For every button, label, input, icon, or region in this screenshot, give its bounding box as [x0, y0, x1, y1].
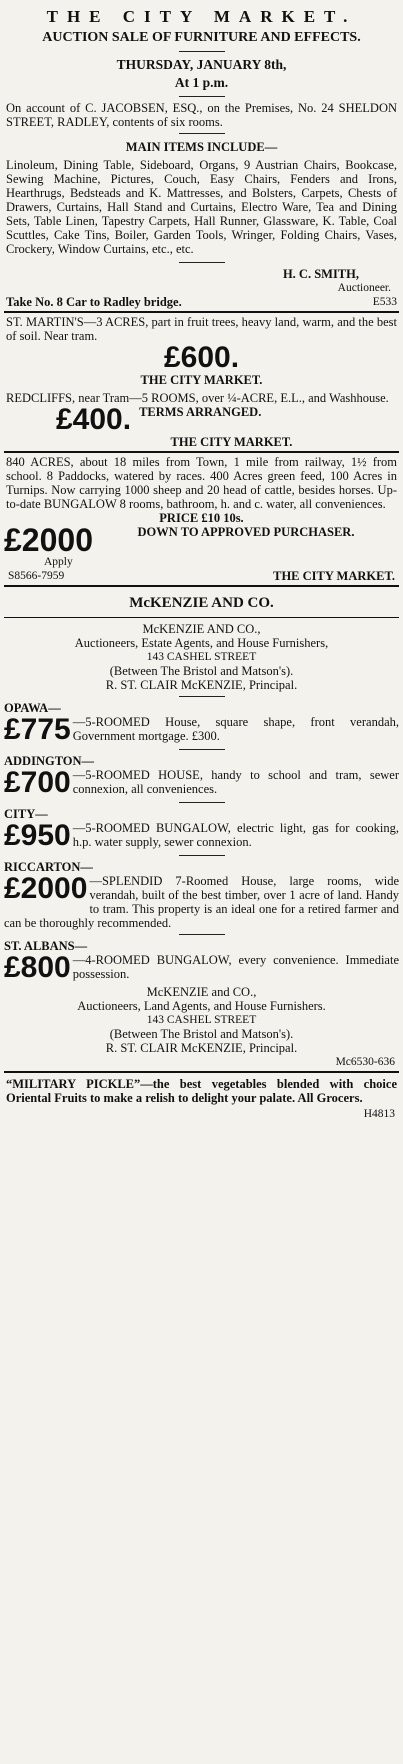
auctioneer-name: H. C. SMITH,	[282, 267, 359, 281]
ad-ref: E533	[372, 296, 397, 308]
auction-date: THURSDAY, JANUARY 8th,	[116, 57, 287, 72]
divider	[179, 51, 225, 52]
firm-between: (Between The Bristol and Matson's).	[109, 664, 294, 678]
footer-between: (Between The Bristol and Matson's).	[109, 1027, 294, 1041]
ad-ref: Mc6530-636	[335, 1056, 395, 1068]
listing-place: RICCARTON—	[4, 860, 93, 874]
directions: Take No. 8 Car to Radley bridge.	[6, 295, 182, 309]
listing-text: ST. MARTIN'S—3 ACRES, part in fruit trees, heavy land, warm, and the best of soil. Near tram.	[6, 315, 397, 343]
newspaper-column	[4, 0, 399, 1123]
listing	[4, 754, 399, 798]
items-heading: MAIN ITEMS INCLUDE—	[125, 140, 278, 154]
divider	[179, 96, 225, 97]
military-pickle-ad	[4, 1073, 399, 1123]
listing-place: ADDINGTON—	[4, 754, 95, 768]
footer-address: 143 CASHEL STREET	[146, 1014, 257, 1026]
listing-text: —4-ROOMED BUNGALOW, every convenience. Immediate possession.	[72, 953, 399, 981]
firm-name: McKENZIE AND CO.,	[142, 622, 261, 636]
divider	[179, 696, 225, 697]
listing-text: 840 ACRES, about 18 miles from Town, 1 mile from railway, 1½ from school. 8 Paddocks, watered by races. 400 Acres green feed, 100 Acres in Turnips. Now carrying 1000 sheep and 20 head of cattle, besides horses. Up-to-date BUNGALOW 8 rooms, bathroom, h. and c. water, all conveniences.	[6, 455, 397, 511]
listing-price: £400.	[56, 403, 132, 436]
divider	[179, 749, 225, 750]
listing-text: REDCLIFFS, near Tram—5 ROOMS, over ¼-ACRE, E.L., and Washhouse.	[6, 391, 389, 405]
divider	[179, 934, 225, 935]
auction-account: On account of C. JACOBSEN, ESQ., on the Premises, No. 24 SHELDON STREET, RADLEY, contents of six rooms.	[6, 101, 397, 129]
ad-ref: S8566-7959	[8, 570, 65, 582]
st-martins-ad	[4, 313, 399, 389]
firm-desc: Auctioneers, Estate Agents, and House Furnishers,	[74, 636, 329, 650]
listing-text: —5-ROOMED House, square shape, front verandah, Government mortgage. £300.	[72, 715, 399, 743]
listing-price: £775	[4, 713, 71, 746]
listing-terms: TERMS ARRANGED.	[139, 405, 262, 419]
divider	[179, 802, 225, 803]
listing	[4, 860, 399, 930]
redcliffs-ad	[4, 389, 399, 451]
auction-time: At 1 p.m.	[174, 75, 229, 90]
pickle-text: “MILITARY PICKLE”—the best vegetables blended with choice Oriental Fruits to make a relish to delight your palate. All Grocers.	[6, 1077, 397, 1105]
apply-label: Apply	[44, 556, 73, 568]
mckenzie-ad	[4, 587, 399, 1071]
listing-text: —SPLENDID 7-Roomed House, large rooms, wide verandah, built of the best timber, over 1 acre of land. Handy to tram. This property is an ideal one for a retired farmer and can be thoroughly recommended.	[4, 874, 399, 930]
auction-heading: AUCTION SALE OF FURNITURE AND EFFECTS.	[42, 30, 361, 45]
footer-firm: McKENZIE and CO.,	[146, 985, 257, 999]
listing-agent: THE CITY MARKET.	[140, 373, 263, 387]
listing-place: OPAWA—	[4, 701, 61, 715]
footer-desc: Auctioneers, Land Agents, and House Furnishers.	[77, 999, 326, 1013]
divider	[179, 855, 225, 856]
listing-place: ST. ALBANS—	[4, 939, 88, 953]
listing-text: —5-ROOMED HOUSE, handy to school and tram, sewer connexion, all conveniences.	[72, 768, 399, 796]
divider	[179, 133, 225, 134]
firm-header: McKENZIE AND CO.	[129, 595, 274, 611]
footer-principal: R. ST. CLAIR McKENZIE, Principal.	[105, 1041, 298, 1055]
listing-price: £700	[4, 766, 71, 799]
divider	[179, 262, 225, 263]
listing	[4, 939, 399, 983]
ad-title: THE CITY MARKET.	[46, 7, 357, 26]
listing	[4, 701, 399, 745]
firm-principal: R. ST. CLAIR McKENZIE, Principal.	[105, 678, 298, 692]
listing-agent: THE CITY MARKET.	[170, 435, 293, 449]
listing-price: £2000	[4, 522, 93, 558]
listing-price: £800	[4, 951, 71, 984]
listing-agent: THE CITY MARKET.	[273, 569, 395, 583]
listing	[4, 807, 399, 851]
listing-price: £600.	[163, 341, 240, 374]
items-list: Linoleum, Dining Table, Sideboard, Organs, 9 Austrian Chairs, Bookcase, Sewing Machine, Pictures, Couch, Easy Chairs, Fenders and Irons, Hearthrugs, Bedsteads and K. Mattresses, and Bolsters, Carpets, Chests of Drawers, Curtains, Hall Stand and Curtains, Electro Ware, Tea and Dining Sets, Table Linen, Tapestry Carpets, Hall Runner, Glassware, K. Table, Coal Scuttles, Cake Tins, Boiler, Garden Tools, Wringer, Folding Chairs, Vases, Crockery, Window Curtains, etc., etc.	[6, 158, 397, 256]
listing-text: —5-ROOMED BUNGALOW, electric light, gas for cooking, h.p. water supply, sewer connexion.	[72, 821, 399, 849]
listing-price: £950	[4, 819, 71, 852]
ad-ref: H4813	[363, 1108, 395, 1120]
price-line: PRICE £10 10s.	[159, 511, 244, 525]
city-market-auction-ad	[4, 4, 399, 311]
listing-place: CITY—	[4, 807, 48, 821]
listing-price: £2000	[4, 872, 88, 905]
listing-down: DOWN TO APPROVED PURCHASER.	[137, 525, 355, 539]
acres-ad	[4, 453, 399, 585]
auctioneer-title: Auctioneer.	[337, 282, 391, 294]
firm-address: 143 CASHEL STREET	[146, 651, 257, 663]
